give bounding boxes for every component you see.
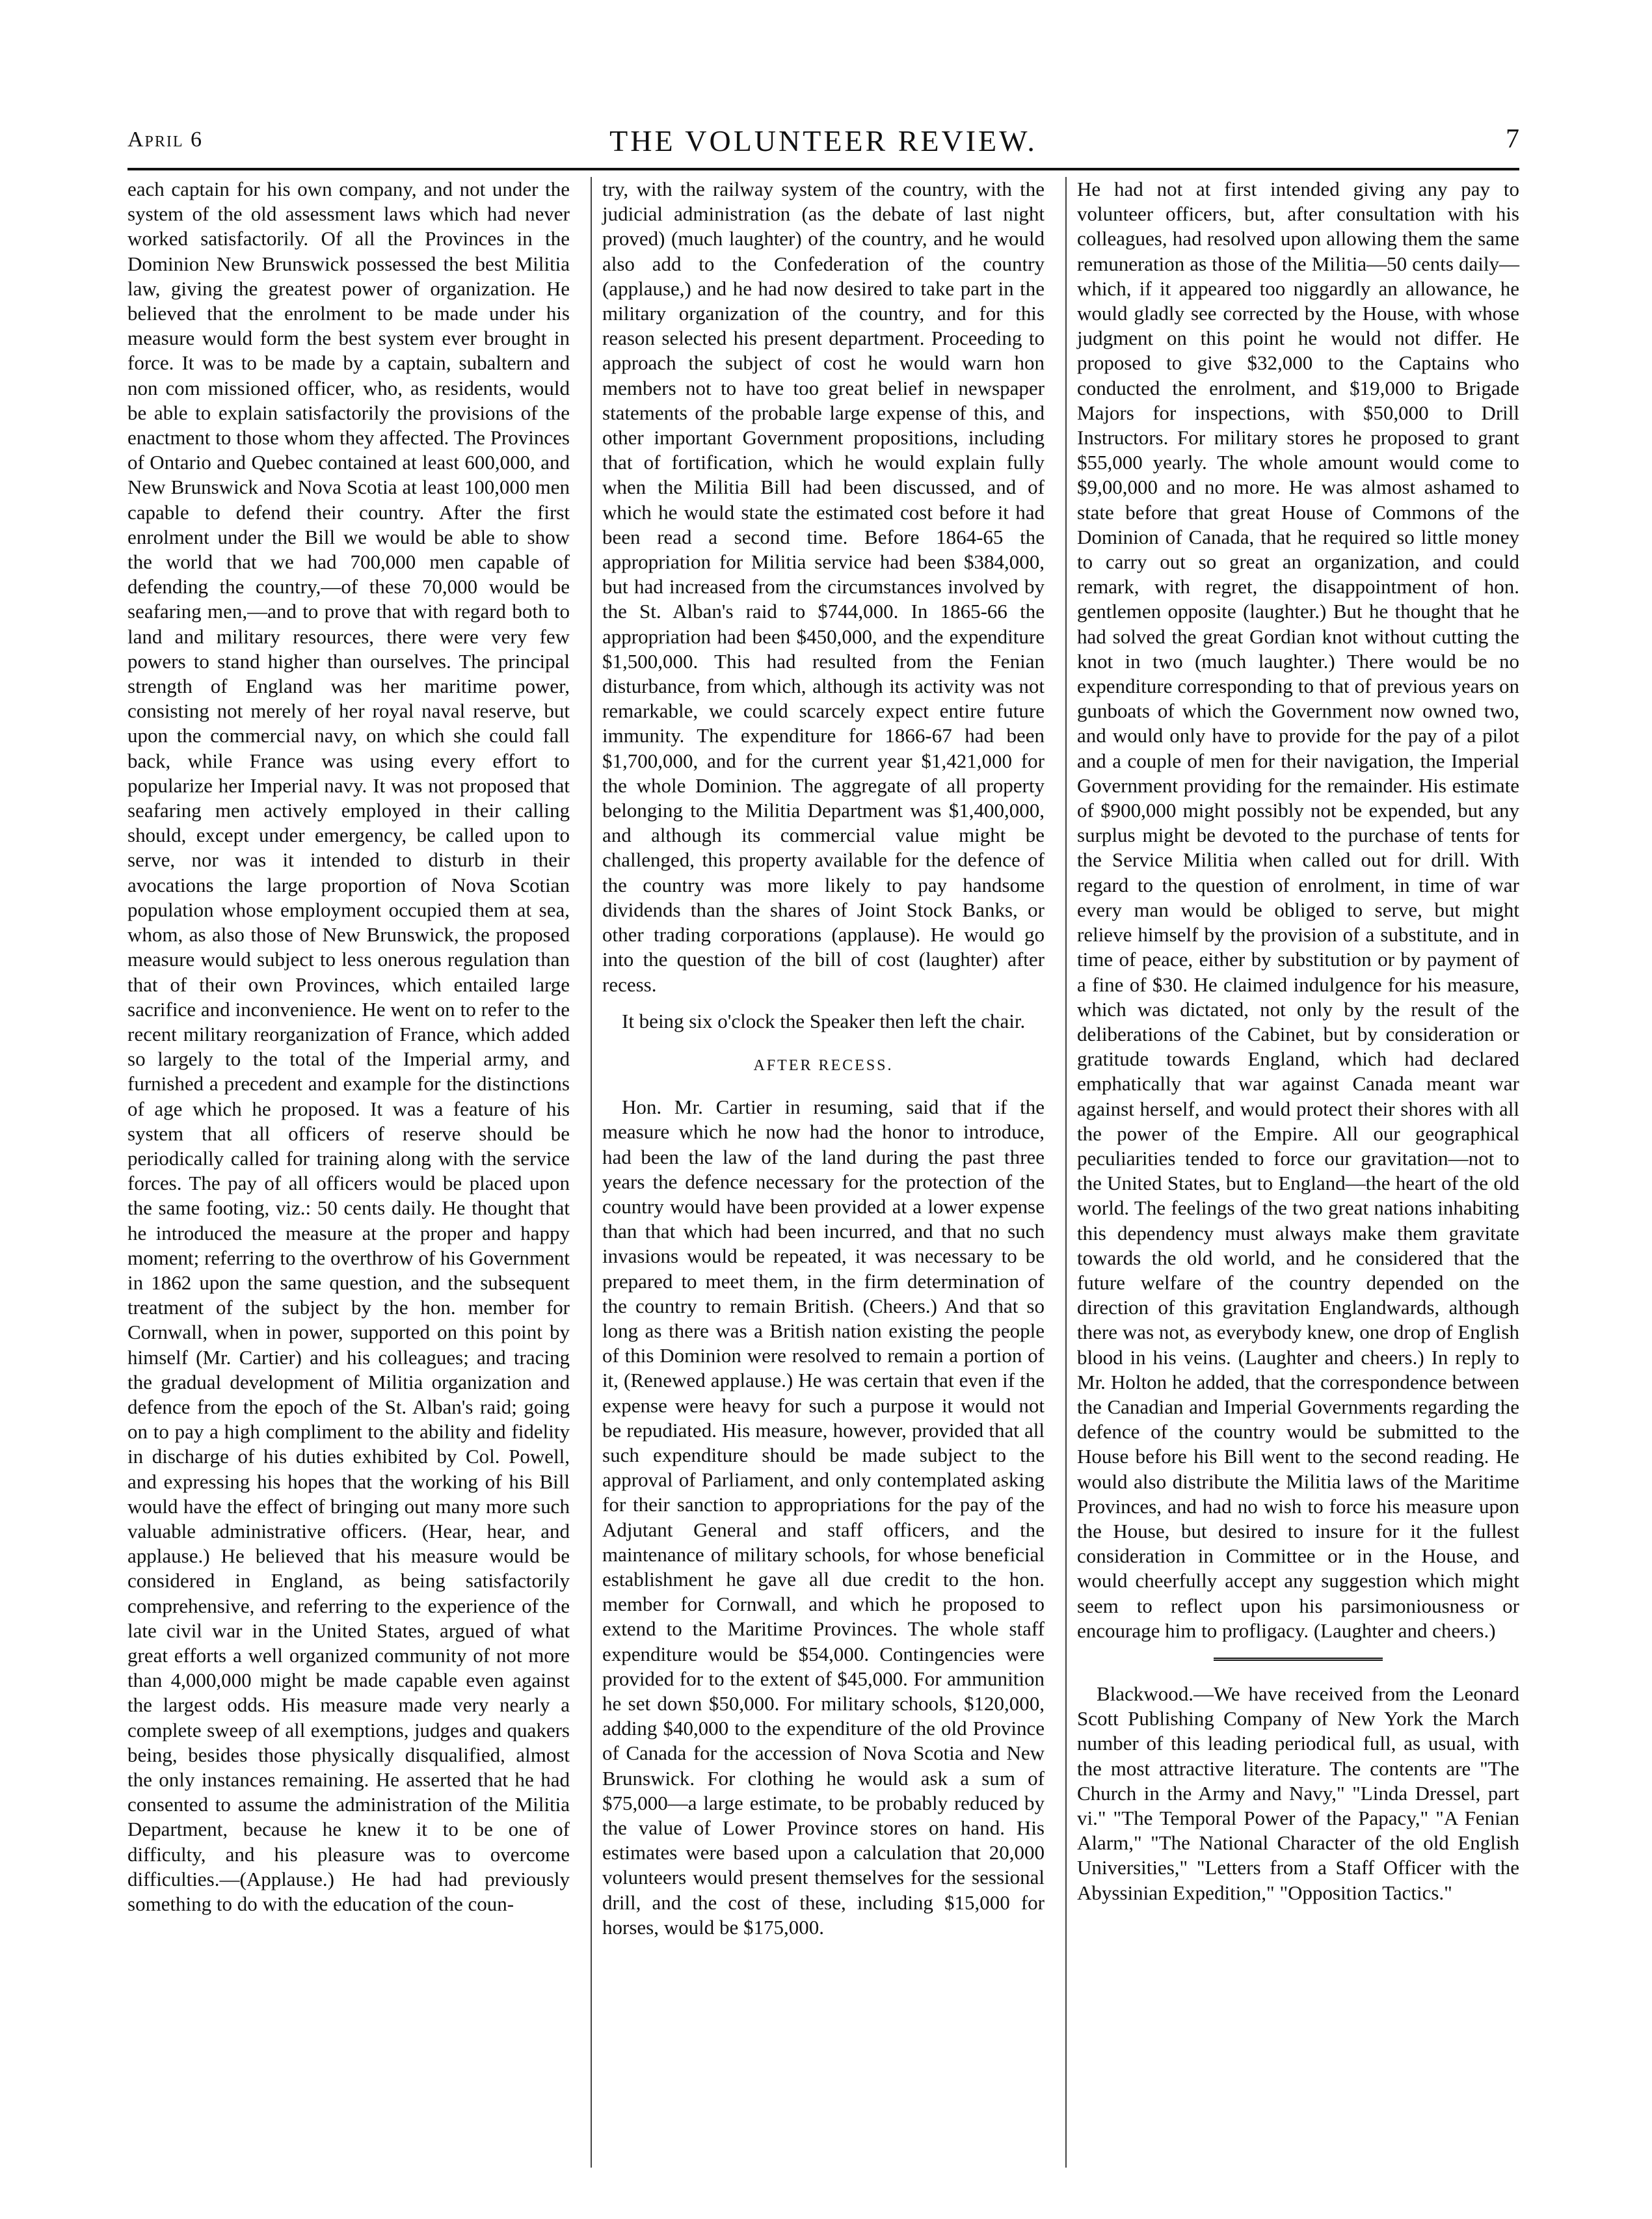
blackwood-notice: Blackwood.—We have received from the Leonard Scott Publishing Company of New York the March number of this leading periodical full, as usual, with the most attractive literature. The contents are "The Church in the Army and Navy," "Linda Dressel, part vi." "The Temporal Power of the Papacy," "A Fenian Alarm," "The National Character of the old English Universities," "Letters from a Staff Officer with the Abyssinian Expedition," "Opposition Tactics.": [1077, 1682, 1519, 1904]
column-1: [127, 177, 570, 1916]
column-divider: [591, 177, 592, 2168]
article-paragraph: try, with the railway system of the country, with the judicial administration (as the debate of last night proved) (much laughter) of the country, and he would also add to the Confederation of the country (applause,) and he had now desired to take part in the military organization of the country, and for this reason selected his present department. Proceeding to approach the subject of cost he would warn hon members not to have too great belief in newspaper statements of the probable large expense of this, and other important Government propositions, including that of fortification, which he would explain fully when the Militia Bill had been discussed, and of which he would state the estimated cost before it had been read a second time. Before 1864-65 the appropriation for Militia service had been $384,000, but had increased from the circumstances involved by the St. Alban's raid to $744,000. In 1865-66 the appropriation had been $450,000, and the expenditure $1,500,000. This had resulted from the Fenian disturbance, from which, although its activity was not remarkable, we could scarcely expect entire future immunity. The expenditure for 1866-67 had been $1,700,000, and for the current year $1,421,000 for the whole Dominion. The aggregate of all property belonging to the Militia Department was $1,400,000, and although its commercial value might be challenged, this property available for the defence of the country was more likely to pay handsome dividends than the shares of Joint Stock Banks, or other trading corporations (applause). He would go into the question of the bill of cost (laughter) after recess.: [602, 178, 1045, 996]
article-paragraph: each captain for his own company, and not under the system of the old assessment laws which had never worked satisfactorily. Of all the Provinces in the Dominion New Brunswick possessed the best Militia law, giving the greatest power of organization. He believed that the enrolment to be made under his measure would form the best system ever brought in force. It was to be made by a captain, subaltern and non com missioned officer, who, as residents, would be able to explain satisfactorily the provisions of the enactment to those whom they affected. The Provinces of Ontario and Quebec contained at least 600,000, and New Brunswick and Nova Scotia at least 100,000 men capable to defend their country. After the first enrolment under the Bill we would be able to show the world that we had 700,000 men capable of defending the country,—of these 70,000 would be seafaring men,—and to prove that with regard both to land and military resources, there were very few powers to stand higher than ourselves. The principal strength of England was her maritime power, consisting not merely of her royal naval reserve, but upon the commercial navy, on which she could fall back, while France was using every effort to popularize her Imperial navy. It was not proposed that seafaring men actively employed in their calling should, except under emergency, be called upon to serve, nor was it intended to disturb in their avocations the large proportion of Nova Scotian population whose employment occupied them at sea, whom, as also those of New Brunswick, the proposed measure would subject to less onerous regulation than that of their own Provinces, which entailed large sacrifice and inconvenience. He went on to refer to the recent military reorganization of France, which added so largely to the total of the Imperial army, and furnished a precedent and example for the distinctions of age which he proposed. It was a feature of his system that all officers of reserve should be periodically called for training along with the service forces. The pay of all officers would be placed upon the same footing, viz.: 50 cents daily. He thought that he introduced the measure at the proper and happy moment; referring to the overthrow of his Government in 1862 upon the same question, and the subsequent treatment of the subject by the hon. member for Cornwall, when in power, supported on this point by himself (Mr. Cartier) and his colleagues; and tracing the gradual development of Militia organization and defence from the epoch of the St. Alban's raid; going on to pay a high compliment to the ability and fidelity in discharge of his duties exhibited by Col. Powell, and expressing his hopes that the working of his Bill would have the effect of bringing out many more such valuable administrative officers. (Hear, hear, and applause.) He believed that his measure would be considered in England, as being satisfactorily comprehensive, and referring to the experience of the late civil war in the United States, argued of what great efforts a well organized community of not more than 4,000,000 might be made capable even against the largest odds. His measure made very nearly a complete sweep of all exemptions, judges and quakers being, besides those physically disqualified, almost the only instances remaining. He asserted that he had consented to assume the administration of the Militia Department, because he knew it to be one of difficulty, and his pleasure was to overcome difficulties.—(Applause.) He had had previously something to do with the education of the coun-: [127, 178, 570, 1916]
article-paragraph: Hon. Mr. Cartier in resuming, said that if the measure which he now had the honor to introduce, had been the law of the land during the past three years the defence necessary for the protection of the country would have been provided at a lower expense than that which had been incurred, and that no such invasions would be repeated, it was necessary to be prepared to meet them, in the firm determination of the country to remain British. (Cheers.) And that so long as there was a British nation existing the people of this Dominion were resolved to remain a portion of it, (Renewed applause.) He was certain that even if the expense were heavy for such a purpose it would not be repudiated. His measure, however, provided that all such expenditure should be made subject to the approval of Parliament, and only contemplated asking for their sanction to appropriations for the pay of the Adjutant General and staff officers, and the maintenance of military schools, for whose beneficial establishment he gave all due credit to the hon. member for Cornwall, and which he proposed to extend to the Maritime Provinces. The whole staff expenditure would be $54,000. Contingencies were provided for to the extent of $45,000. For ammunition he set down $50,000. For military schools, $120,000, adding $40,000 to the expenditure of the old Province of Canada for the accession of Nova Scotia and New Brunswick. For clothing he would ask a sum of $75,000—a large estimate, to be probably reduced by the value of Lower Province stores on hand. His estimates were based upon a calculation that 20,000 volunteers would present themselves for the sessional drill, and the cost of these, including $15,000 for horses, would be $175,000.: [602, 1096, 1045, 1939]
article-paragraph: He had not at first intended giving any pay to volunteer officers, but, after consultation with his colleagues, had resolved upon allowing them the same remuneration as those of the Militia—50 cents daily—which, if it appeared too niggardly an allowance, he would gladly see corrected by the House, with whose judgment on this point he would not differ. He proposed to give $32,000 to the Captains who conducted the enrolment, and $19,000 to Brigade Majors for inspections, with $50,000 to Drill Instructors. For military stores he proposed to grant $55,000 yearly. The whole amount would come to $9,00,000 and no more. He was almost ashamed to state before that great House of Commons of the Dominion of Canada, that he required so little money to carry out so great an organization, and could remark, with regret, the disappointment of hon. gentlemen opposite (laughter.) But he thought that he had solved the great Gordian knot without cutting the knot in two (much laughter.) There would be no expenditure corresponding to that of previous years on gunboats of which the Government now owned two, and would only have to provide for the pay of a pilot and a couple of men for their navigation, the Imperial Government providing for the remainder. His estimate of $900,000 might possibly not be expended, but any surplus might be devoted to the purchase of tents for the Service Militia when called out for drill. With regard to the question of enrolment, in time of war every man would be obliged to serve, but might relieve himself by the provision of a substitute, and in time of peace, either by substitution or by payment of a fine of $30. He claimed indulgence for his measure, which was dictated, not only by the result of the deliberations of the Cabinet, but by consideration or gratitude towards England, which had declared emphatically that war against Canada meant war against herself, and would protect their shores with all the power of the Empire. All our geographical peculiarities tended to force our gravitation—not to the United States, but to England—the heart of the old world. The feelings of the two great nations inhabiting this dependency must always make them gravitate towards the old world, and he considered that the future welfare of the country depended on the direction of this gravitation Englandwards, although there was not, as everybody knew, one drop of English blood in his veins. (Laughter and cheers.) In reply to Mr. Holton he added, that the correspondence between the Canadian and Imperial Governments regarding the defence of the country would be submitted to the House before his Bill went to the second reading. He would also distribute the Militia laws of the Maritime Provinces, and had no wish to force his measure upon the House, but desired to insure for it the fullest consideration in Committee or in the House, and would cheerfully accept any suggestion which might seem to reflect upon his parsimoniousness or encourage him to profligacy. (Laughter and cheers.): [1077, 178, 1519, 1642]
page-number: 7: [1506, 124, 1519, 154]
page-header: [127, 122, 1519, 170]
column-3: [1077, 177, 1519, 1905]
column-divider: [1065, 177, 1067, 2168]
newspaper-title: THE VOLUNTEER REVIEW.: [609, 124, 1037, 157]
section-separator: [1214, 1658, 1383, 1661]
section-heading: AFTER RECESS.: [753, 1056, 894, 1074]
column-2: [602, 177, 1045, 1940]
article-paragraph: It being six o'clock the Speaker then left the chair.: [622, 1009, 1026, 1032]
issue-date: April 6: [127, 128, 204, 152]
